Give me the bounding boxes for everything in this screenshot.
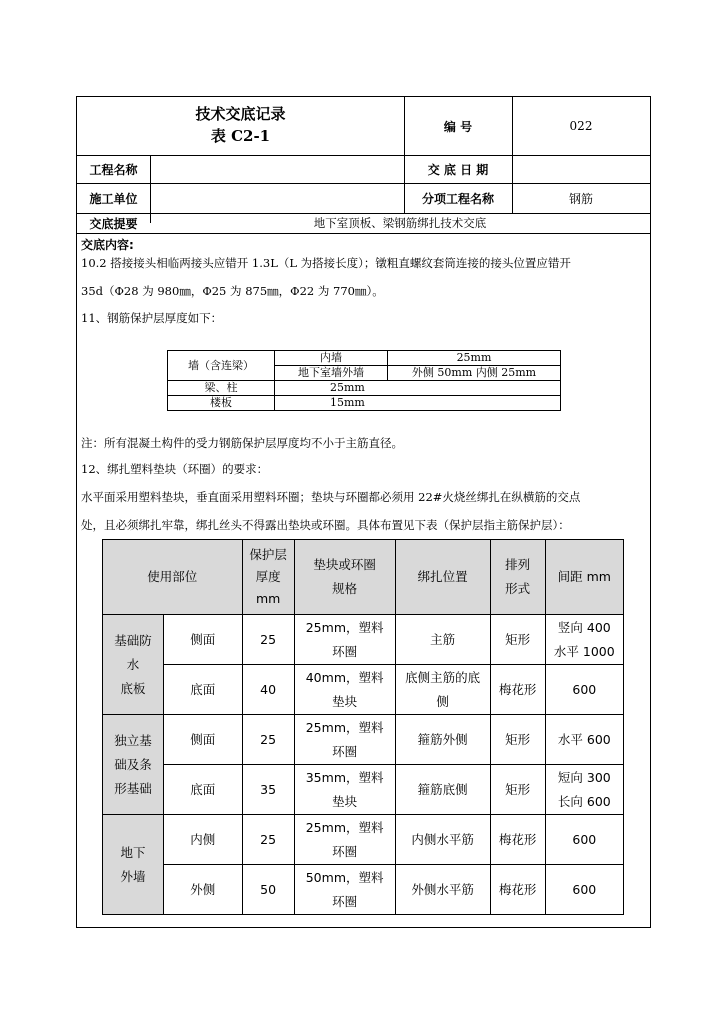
row-arrangement: 矩形: [490, 715, 545, 765]
row-bind: 外侧水平筋: [395, 865, 490, 915]
th-pad: 垫块或环圈 规格: [294, 540, 395, 615]
content-line: 10.2 搭接接头相临两接头应错开 1.3L（L 为搭接长度）；镦粗直螺纹套筒连接的接头位置应错开: [81, 256, 571, 270]
number-value: 022: [569, 119, 593, 133]
row-cover: 40: [242, 665, 294, 715]
row-arrangement: 梅花形: [490, 815, 545, 865]
cover-outer-wall: 地下室墙外墙: [275, 366, 388, 381]
subproject-label: 分项工程名称: [421, 191, 494, 206]
content-line: 水平面采用塑料垫块，垂直面采用塑料环圈；垫块与环圈都必须用 22#火烧丝绑扎在纵横筋的交点: [81, 490, 581, 504]
cover-beam: 梁、柱: [168, 381, 275, 396]
row-arrangement: 矩形: [490, 615, 545, 665]
row-arrangement: 梅花形: [490, 665, 545, 715]
group-label: 独立基 础及条 形基础: [103, 715, 164, 815]
cover-wall: 墙（含连梁）: [168, 351, 275, 381]
row-bind: 主筋: [395, 615, 490, 665]
row-part: 侧面: [164, 715, 243, 765]
row-spec: 25mm，塑料 环圈: [294, 815, 395, 865]
content-line: 11、钢筋保护层厚度如下：: [81, 311, 223, 325]
row-part: 底面: [164, 665, 243, 715]
row-spacing: 600: [545, 815, 623, 865]
row-spec: 40mm，塑料 垫块: [294, 665, 395, 715]
row-part: 外侧: [164, 865, 243, 915]
row-spec: 50mm，塑料 环圈: [294, 865, 395, 915]
cover-inner-wall: 内墙: [275, 351, 388, 366]
row-arrangement: 梅花形: [490, 865, 545, 915]
project-label: 工程名称: [89, 162, 138, 177]
row-spacing: 竖向 400 水平 1000: [545, 615, 623, 665]
row-spacing: 600: [545, 665, 623, 715]
row-bind: 内侧水平筋: [395, 815, 490, 865]
row-spacing: 水平 600: [545, 715, 623, 765]
cover-slab-value: 15mm: [275, 396, 561, 411]
row-spacing: 短向 300 长向 600: [545, 765, 623, 815]
cover-outer-value: 外侧 50mm 内侧 25mm: [388, 366, 561, 381]
th-cover: 保护层 厚度 mm: [242, 540, 294, 615]
row-spacing: 600: [545, 865, 623, 915]
row-spec: 35mm，塑料 垫块: [294, 765, 395, 815]
unit-label: 施工单位: [89, 191, 138, 206]
th-position: 使用部位: [103, 540, 243, 615]
row-spec: 25mm，塑料 环圈: [294, 715, 395, 765]
row-bind: 箍筋底侧: [395, 765, 490, 815]
cover-beam-value: 25mm: [275, 381, 561, 396]
row-bind: 箍筋外侧: [395, 715, 490, 765]
th-spacing: 间距 mm: [545, 540, 623, 615]
summary-label: 交底提要: [89, 216, 138, 231]
form-title: 技术交底记录: [195, 104, 286, 123]
row-cover: 25: [242, 615, 294, 665]
row-cover: 35: [242, 765, 294, 815]
group-label: 基础防 水 底板: [103, 615, 164, 715]
cover-thickness-table: [167, 350, 561, 411]
content-label: 交底内容:: [81, 238, 134, 252]
project-value: [150, 155, 404, 183]
row-bind: 底侧主筋的底 侧: [395, 665, 490, 715]
row-cover: 50: [242, 865, 294, 915]
date-value: [512, 155, 650, 183]
row-spec: 25mm，塑料 环圈: [294, 615, 395, 665]
note-line: 注：所有混凝土构件的受力钢筋保护层厚度均不小于主筋直径。: [81, 436, 403, 450]
summary-value: 地下室顶板、梁钢筋绑扎技术交底: [313, 216, 487, 230]
row-cover: 25: [242, 715, 294, 765]
group-label: 地下 外墙: [103, 815, 164, 915]
row-arrangement: 矩形: [490, 765, 545, 815]
form-code: 表 C2-1: [210, 126, 271, 145]
record-form: [76, 96, 651, 928]
row-part: 侧面: [164, 615, 243, 665]
th-bind: 绑扎位置: [395, 540, 490, 615]
content-line: 处，且必须绑扎牢靠，绑扎丝头不得露出垫块或环圈。具体布置见下表（保护层指主筋保护层）：: [81, 518, 570, 532]
unit-value: [150, 183, 404, 213]
content-line: 35d（Φ28 为 980㎜，Φ25 为 875㎜，Φ22 为 770㎜）。: [81, 284, 384, 298]
date-label: 交 底 日 期: [427, 162, 489, 177]
cover-inner-value: 25mm: [388, 351, 561, 366]
th-arrangement: 排列 形式: [490, 540, 545, 615]
subproject-value: 钢筋: [568, 191, 593, 206]
content-line: 12、绑扎塑料垫块（环圈）的要求：: [81, 462, 269, 476]
cover-slab: 楼板: [168, 396, 275, 411]
row-part: 底面: [164, 765, 243, 815]
number-label: 编 号: [443, 119, 473, 134]
row-part: 内侧: [164, 815, 243, 865]
row-cover: 25: [242, 815, 294, 865]
pad-layout-table: [102, 539, 624, 915]
